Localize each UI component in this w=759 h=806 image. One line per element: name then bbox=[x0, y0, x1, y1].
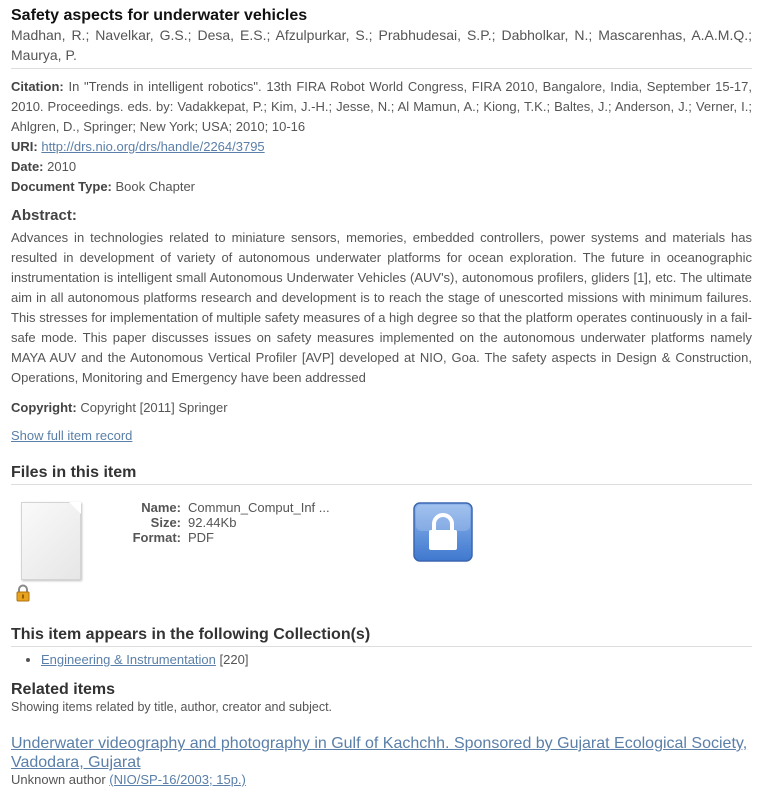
item-title: Safety aspects for underwater vehicles bbox=[11, 7, 308, 24]
item-page bbox=[0, 6, 759, 788]
file-format-value: PDF bbox=[188, 530, 214, 545]
file-thumbnail[interactable] bbox=[21, 502, 81, 580]
doctype-value: Book Chapter bbox=[115, 179, 196, 194]
abstract-heading: Abstract: bbox=[11, 207, 77, 224]
doctype-label: Document Type: bbox=[11, 179, 112, 194]
collection-count: [220] bbox=[219, 652, 249, 667]
restricted-access-lock-icon[interactable] bbox=[413, 502, 473, 562]
date-field bbox=[11, 157, 752, 177]
collections-list bbox=[11, 649, 752, 671]
item-authors: Madhan, R.; Navelkar, G.S.; Desa, E.S.; Afzulpurkar, S.; Prabhudesai, S.P.; Dabholkar, N.; Mascarenhas, A.A.M.Q.; Maurya, P. bbox=[11, 27, 752, 63]
file-name-value: Commun_Comput_Inf ... bbox=[188, 500, 330, 515]
related-section bbox=[11, 680, 752, 788]
copyright-field bbox=[11, 398, 752, 418]
file-format-label: Format: bbox=[132, 530, 181, 545]
doctype-field bbox=[11, 177, 752, 197]
lock-icon bbox=[15, 584, 31, 602]
collections-section bbox=[11, 625, 752, 671]
copyright-label: Copyright: bbox=[11, 400, 77, 415]
related-item-author: Unknown author bbox=[11, 772, 106, 787]
citation-field bbox=[11, 77, 752, 137]
related-item bbox=[11, 734, 752, 772]
abstract-text: Advances in technologies related to miniature sensors, memories, embedded controllers, power systems and materials has resulted in development of variety of autonomous underwater platforms for ocean exploration. The future in oceanographic instrumentation is intelligent small Autonomous Underwater Vehicles (AUV's), autonomous profilers, gliders [1], etc. The ultimate aim in all autonomous platforms research and development is to reach the stage of unescorted missions with minimum failures. This stresses for implementation of multiple safety measures of a high degree so that the platform operates continuously in a fail-safe mode. This paper discusses issues on safety measures implemented on the autonomous underwater platforms namely MAYA AUV and the Autonomous Vertical Profiler [AVP] developed at NIO, Goa. The safety aspects in Design & Construction, Operations, Monitoring and Emergency have been addressed bbox=[11, 230, 752, 385]
file-name-label: Name: bbox=[141, 500, 181, 515]
show-full-record-link[interactable]: Show full item record bbox=[11, 428, 133, 443]
date-value: 2010 bbox=[47, 159, 77, 174]
date-label: Date: bbox=[11, 159, 44, 174]
related-subtitle: Showing items related by title, author, creator and subject. bbox=[11, 700, 333, 714]
related-item-meta bbox=[11, 772, 752, 788]
copyright-value: Copyright [2011] Springer bbox=[80, 400, 228, 415]
files-section bbox=[11, 463, 752, 615]
related-item-ref-link[interactable]: (NIO/SP-16/2003; 15p.) bbox=[109, 772, 246, 787]
uri-label: URI: bbox=[11, 139, 38, 154]
divider bbox=[11, 68, 752, 69]
citation-label: Citation: bbox=[11, 79, 64, 94]
files-heading: Files in this item bbox=[11, 464, 137, 481]
divider bbox=[11, 646, 752, 647]
related-item-title-link[interactable]: Underwater videography and photography in Gulf of Kachchh. Sponsored by Gujarat Ecological Society, Vadodara, Gujarat bbox=[11, 735, 748, 771]
collection-link[interactable]: Engineering & Instrumentation bbox=[41, 652, 216, 667]
collections-heading: This item appears in the following Collection(s) bbox=[11, 626, 371, 643]
file-metadata bbox=[111, 500, 330, 545]
uri-link[interactable]: http://drs.nio.org/drs/handle/2264/3795 bbox=[41, 139, 265, 154]
list-item bbox=[41, 649, 752, 671]
uri-field bbox=[11, 137, 752, 157]
citation-value: In "Trends in intelligent robotics". 13th FIRA Robot World Congress, FIRA 2010, Bangalore, India, September 15-17, 2010. Proceedings. eds. by: Vadakkepat, P.; Kim, J.-H.; Jesse, N.; Al Mamun, A.; Kiong, T.K.; Baltes, J.; Anderson, J.; Verner, I.; Ahlgren, D., Springer; New York; USA; 2010; 10-16 bbox=[11, 79, 752, 134]
file-size-label: Size: bbox=[150, 515, 181, 530]
file-size-value: 92.44Kb bbox=[188, 515, 237, 530]
file-entry bbox=[11, 485, 752, 615]
related-heading: Related items bbox=[11, 681, 116, 698]
